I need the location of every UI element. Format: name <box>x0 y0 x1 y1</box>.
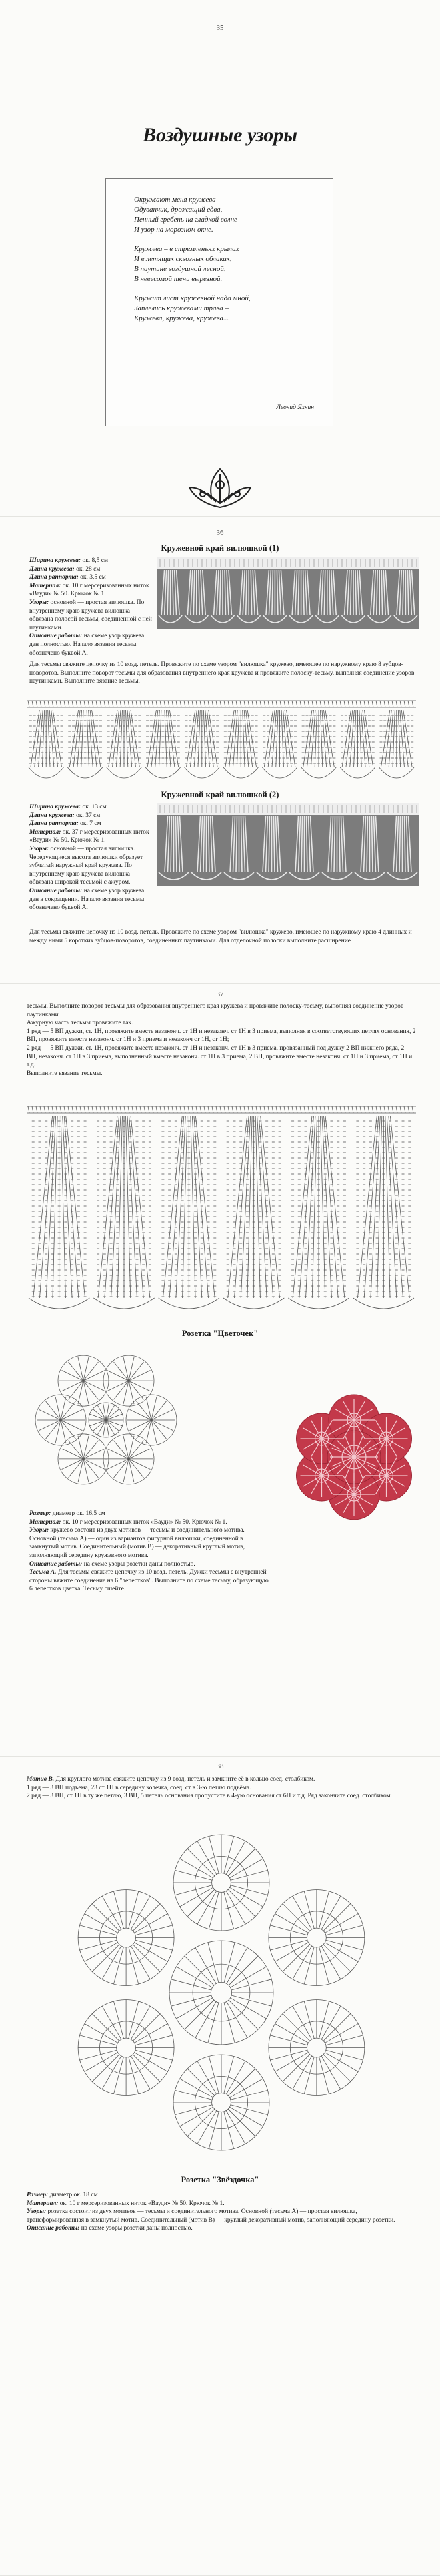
tape-label: Тесьма А. <box>29 1569 57 1576</box>
poem-line: Кружева, кружева, кружева... <box>134 314 229 322</box>
lace-chart-1 <box>27 691 416 783</box>
section-1-body: Для тесьмы свяжите цепочку из 10 возд. петель. Провяжите по схеме узором "вилюшка" кружево, имеющее по наружному краю 8 зубцов-поворотов. Выполните поворот тесьмы для образования внутреннего края кружева и провяжите полоску-тесьму, выполняя соединение узоров паутинками. Выполните вязание тесьмы. <box>29 661 415 685</box>
spec-value: на схеме узор кружева дан в сокращении. Начало вязания тесьмы обозначено буквой А. <box>29 887 145 912</box>
poem-line: И узор на морозном окне. <box>134 226 213 234</box>
star-spec <box>27 2191 416 2233</box>
spec-line <box>29 632 155 657</box>
poem-line: Пенный гребень на гладкой волне <box>134 216 237 224</box>
spec-label: Размер: <box>27 2192 49 2198</box>
page-number: 35 <box>216 24 224 32</box>
section-title-2: Кружевной край вилюшкой (2) <box>161 790 279 799</box>
spec-label: Узоры: <box>29 1527 49 1534</box>
poem-line: В невесомой тени вырезной. <box>134 275 223 283</box>
spec-line <box>29 1526 272 1560</box>
poem-line: Заплелись кружевами трава – <box>134 304 229 312</box>
section-2-body: Для тесьмы свяжите цепочку из 10 возд. петель. Провяжите по схеме узором "вилюшка" кружево, имеющее по наружному краю 4 длинных и между ними 5 коротких зубцов-поворотов, соединенных паутинками. Для отделочной полоски выполните расширение <box>29 929 412 944</box>
spec-value: на схеме узор кружева дан полностью. Начало вязания тесьмы обозначено буквой А. <box>29 633 145 657</box>
poem-box <box>105 178 333 426</box>
spec-label: Ширина кружева: <box>29 557 81 564</box>
spec-line <box>29 1518 272 1527</box>
spec-label: Длина кружева: <box>29 565 75 573</box>
page-37 <box>0 984 440 1757</box>
motif-b-text: Для круглого мотива свяжите цепочку из 9 возд. петель и замкните её в кольцо соед. столбиком. <box>54 1776 315 1783</box>
spec-label: Описание работы: <box>27 2225 80 2232</box>
star-chart <box>29 1826 413 2159</box>
poem-author: Леонид Яхнин <box>276 404 314 411</box>
rosette-title: Розетка "Цветочек" <box>181 1329 259 1338</box>
spec-line <box>29 803 155 812</box>
poem-line: И в летящих сквозных облаках, <box>134 255 232 263</box>
spec-block-2 <box>29 803 155 912</box>
spec-line <box>27 2208 416 2224</box>
spec-value: ок. 37 г мерсеризованных ниток «Вауди» № 50. Крючок № 1. <box>29 828 149 844</box>
section-title-1: Кружевной край вилюшкой (1) <box>161 543 279 553</box>
star-title: Розетка "Звёздочка" <box>181 2175 259 2184</box>
spec-line <box>27 2200 416 2208</box>
poem-stanza <box>134 244 327 284</box>
page-number: 37 <box>216 990 224 998</box>
motif-b-text <box>27 1775 416 1801</box>
spec-label: Ширина кружева: <box>29 804 81 810</box>
poem-line: Кружева – в стремленьях крылах <box>134 245 239 253</box>
poem-stanza <box>134 195 327 235</box>
page-38 <box>0 1757 440 2576</box>
page-number: 38 <box>216 1762 224 1770</box>
spec-line <box>29 845 155 887</box>
lace-photo-2 <box>157 803 419 886</box>
poem-line: Одуванчик, дрожащий едва, <box>134 206 223 214</box>
spec-line <box>29 828 155 845</box>
motif-b-line <box>27 1775 416 1784</box>
spec-line <box>29 820 155 828</box>
spec-label: Размер: <box>29 1510 51 1517</box>
spec-value: диаметр ок. 16,5 см <box>51 1510 105 1517</box>
spec-block-1 <box>29 557 155 657</box>
motif-b-line: 1 ряд — 3 ВП подъема, 23 ст 1Н в середину колечка, соед. ст в 3-ю петлю подъёма. <box>27 1784 251 1791</box>
body-paragraph: 2 ряд — 5 ВП дужки, ст. 1Н, провяжите вместе незаконч. ст 1Н и незаконч. ст 1Н в 3 приема, провязанный под дужку 2 ВП нижнего ряда, 2 ВП, незаконч. ст 1Н в 3 приема, выполненный вместе незаконч. ст 1Н в 3 приема, 2 ВП, провяжите вместе незаконч. ст 1Н и 3 приема, ст 1Н и т.д. <box>27 1044 413 1069</box>
poem <box>134 195 327 333</box>
poem-stanza <box>134 294 327 324</box>
spec-line <box>29 812 155 820</box>
spec-label: Длина раппорта: <box>29 820 79 828</box>
spec-value: на схеме узоры розетки даны полностью. <box>79 2225 193 2232</box>
spec-line <box>29 557 155 565</box>
spec-label: Узоры: <box>27 2208 47 2216</box>
poem-line: В паутине воздушной лесной, <box>134 265 226 273</box>
spec-label: Длина раппорта: <box>29 574 79 581</box>
spec-value: ок. 7 см <box>78 820 101 828</box>
spec-label: Описание работы: <box>29 887 83 894</box>
spec-line <box>27 2224 416 2233</box>
motif-b-line: 2 ряд — 3 ВП, ст 1Н в ту же петлю, 3 ВП, 5 петель основания пропустите в 4-ую основания ст 6Н и т.д. Ряд закончите соед. столбиком. <box>27 1793 392 1800</box>
rosette-spec <box>29 1510 272 1594</box>
spec-label: Материал: <box>29 1518 61 1526</box>
lace-photo-1 <box>157 557 419 629</box>
spec-value: ок. 37 см <box>74 812 101 819</box>
spec-label: Описание работы: <box>29 633 83 640</box>
spec-value: на схеме узоры розетки даны полностью. <box>82 1560 195 1568</box>
spec-label: Материал: <box>29 582 61 589</box>
tape-paragraph <box>29 1568 272 1594</box>
body-paragraph: 1 ряд — 5 ВП дужки, ст. 1Н, провяжите вместе незаконч. ст 1Н и незаконч. ст 1Н в 3 приема, выполняя в соответствующих петлях основания, 2 ВП, провяжите вместе незаконч. ст 1Н и 3 приема и незаконч ст 1Н, ст 1Н; <box>27 1028 416 1044</box>
spec-line <box>27 2191 416 2200</box>
flower-chart <box>29 1343 183 1496</box>
page-37-body <box>27 1002 416 1078</box>
page-title: Воздушные узоры <box>142 124 298 146</box>
motif-b-label: Мотив В. <box>27 1776 55 1783</box>
body-paragraph: тесьмы. Выполните поворот тесьмы для образования внутреннего края кружева и провяжите полоску-тесьму, выполняя соединение узоров паутинками. <box>27 1003 404 1018</box>
page-35 <box>0 0 440 517</box>
body-paragraph: Выполните вязание тесьмы. <box>27 1070 103 1077</box>
lace-chart-2 <box>27 1097 416 1314</box>
spec-label: Описание работы: <box>29 1560 83 1568</box>
spec-value: основной — простая вилюшка. Чередующиеся высота вилюшки образует зубчатый наружный край кружева. По внутреннему краю кружева вилюшка обвязана широкой тесьмой с ажуром. <box>29 845 143 886</box>
spec-value: ок. 10 г мерсеризованных ниток «Вауди» № 50. Крючок № 1. <box>61 1518 227 1526</box>
spec-line <box>29 599 155 632</box>
flower-rosette-photo <box>288 1391 420 1523</box>
page-number: 36 <box>216 529 224 537</box>
spec-label: Узоры: <box>29 599 49 606</box>
spec-label: Узоры: <box>29 845 49 852</box>
poem-line: Окружают меня кружева – <box>134 196 221 204</box>
spec-value: ок. 3,5 см <box>78 574 106 581</box>
lace-flower-ornament <box>180 465 260 511</box>
spec-value: кружево состоит из двух мотивов — тесьмы и соединительного мотива. Основной (тесьма А) — один из вариантов фигурной вилюшки, соединенной в замкнутый мотив. Соединительный (мотив В) — декоративный круглый мотив, заполняющий середину кружевного мотива. <box>29 1527 245 1559</box>
spec-value: ок. 10 г мерсеризованных ниток «Вауди» № 50. Крючок № 1. <box>58 2200 225 2207</box>
spec-value: основной — простая вилюшка. По внутреннему краю кружева вилюшка обвязана полосой тесьмы, соединенной с ней паутинками. <box>29 599 152 631</box>
spec-line <box>29 573 155 582</box>
spec-value: ок. 8,5 см <box>81 557 109 564</box>
spec-value: ок. 13 см <box>81 804 107 810</box>
spec-line <box>29 565 155 574</box>
spec-value: диаметр ок. 18 см <box>48 2192 98 2198</box>
spec-label: Длина кружева: <box>29 812 75 819</box>
spec-line <box>29 1560 272 1569</box>
page-36 <box>0 517 440 984</box>
spec-label: Материал: <box>27 2200 59 2207</box>
spec-value: ок. 10 г мерсеризованных ниток «Вауди» № 50. Крючок № 1. <box>29 582 149 598</box>
spec-line <box>29 582 155 599</box>
spec-value: розетка состоит из двух мотивов — тесьмы и соединительного мотива. Основной (тесьма А) — простая вилюшка, трансформированная в замкнутый мотив. Соединительный (мотив В) — круглый декоративный мотив, заполняющий середину розетки. <box>27 2208 395 2224</box>
spec-line <box>29 887 155 912</box>
spec-value: ок. 28 см <box>74 565 101 573</box>
tape-text: Для тесьмы свяжите цепочку из 10 возд. петель. Дужки тесьмы с внутренней стороны вяжите соединение на 6 "лепестков". Выполните по схеме тесьму, образующую 6 лепестков цветка. Тесьму сшейте. <box>29 1569 269 1593</box>
spec-label: Материал: <box>29 828 61 836</box>
spec-line <box>29 1510 272 1518</box>
poem-line: Кружит лист кружевной надо мной, <box>134 294 251 302</box>
body-paragraph: Ажурную часть тесьмы провяжите так. <box>27 1020 133 1027</box>
